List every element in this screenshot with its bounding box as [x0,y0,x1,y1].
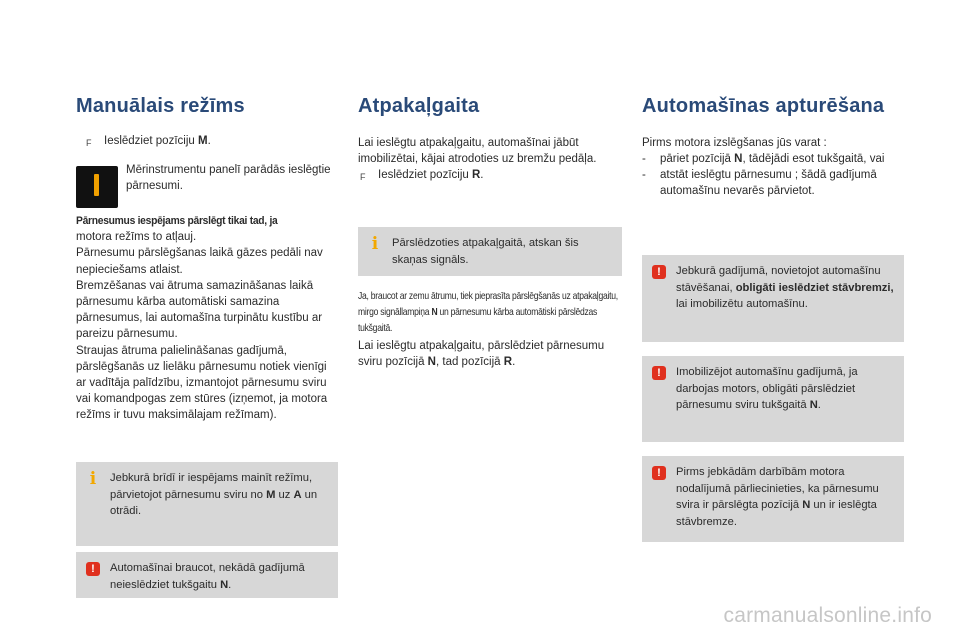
manual-warn-box: ! Automašīnai braucot, nekādā gadījumā neieslēdziet tukšgaitu N. [76,552,338,598]
manual-info-box: i Jebkurā brīdī ir iespējams mainīt režīmu, pārvietojot pārnesumu sviru no M uz A un otrādi. [76,462,338,546]
stop-list [642,151,904,200]
warning-icon: ! [652,466,666,480]
stop-warn-box-3: ! Pirms jebkādām darbībām motora nodalījumā pārliecinieties, ka pārnesumu svira ir pārslēgta pozīcijā N un ir ieslēgta stāvbremze. [642,456,904,542]
warning-icon: ! [652,265,666,279]
stop-intro: Pirms motora izslēgšanas jūs varat : [642,137,827,149]
stop-warn-box-2: ! Imobilizējot automašīnu gadījumā, ja darbojas motors, obligāti pārslēdziet pārnesumu sviru tukšgaitā N. [642,356,904,442]
panel-text: Mērinstrumentu panelī parādās ieslēgtie pārnesumi. [126,164,331,193]
reverse-step: F Ieslēdziet pozīciju R. [360,167,622,185]
bullet-icon: F [86,138,92,148]
reverse-intro: Lai ieslēgtu atpakaļgaitu, automašīnai jābūt imobilizētai, kājai atrodoties uz bremžu pedāļa. [358,137,597,166]
manual-body-text: motora režīms to atļauj. Pārnesumu pārslēgšanas laikā gāzes pedāli nav nepieciešams atlaist. Bremzēšanas vai ātruma samazināšanas laikā pārnesumu kārba automātiski samazina pārnesumus, lai automašīna turpinātu kustību ar pareizu pārnesumu. Straujas ātruma palielināšanas gadījumā, pārslēgšanās uz lielāku pārnesumu notiek vienīgi ar vadītāja palīdzību, izmantojot pārnesumu sviru vai komandpogas zem stūres (izņemot, ja motora režīms ir tuvu maksimālajam režīmam). [76,231,328,422]
list-item: - pāriet pozīcijā N, tādējādi esot tukšgaitā, vai [642,153,885,165]
warning-icon: ! [652,366,666,380]
manual-body [76,213,338,424]
info-icon: i [89,469,97,489]
list-item: - atstāt ieslēgtu pārnesumu ; šādā gadījumā automašīnu nevarēs pārvietot. [642,169,877,198]
warning-icon: ! [86,562,100,576]
watermark: carmanualsonline.info [723,604,932,627]
reverse-info-box: i Pārslēdzoties atpakaļgaitā, atskan šis skaņas signāls. [358,227,622,276]
bullet-icon: F [360,172,366,182]
reverse-title: Atpakaļgaita [358,95,480,117]
stop-title: Automašīnas apturēšana [642,95,885,117]
reverse-after: Lai ieslēgtu atpakaļgaitu, pārslēdziet pārnesumu sviru pozīcijā N, tad pozīcijā R. [358,340,605,369]
gear-display-icon [76,166,118,208]
gear-digit [94,174,99,196]
stop-warn-box-1: ! Jebkurā gadījumā, novietojot automašīnu stāvēšanai, obligāti ieslēdziet stāvbremzi, lai imobilizētu automašīnu. [642,255,904,342]
info-icon: i [371,234,379,254]
manual-lead: Pārnesumus iespējams pārslēgt tikai tad, ja [76,215,278,227]
manual-step: F Ieslēdziet pozīciju M. [86,133,338,151]
manual-mode-title: Manuālais režīms [76,95,245,117]
reverse-note: Ja, braucot ar zemu ātrumu, tiek pieprasīta pārslēgšanās uz atpakaļgaitu, mirgo signāllampiņa N un pārnesumu kārba automātiski pārslēdzas tukšgaitā. [358,291,618,335]
